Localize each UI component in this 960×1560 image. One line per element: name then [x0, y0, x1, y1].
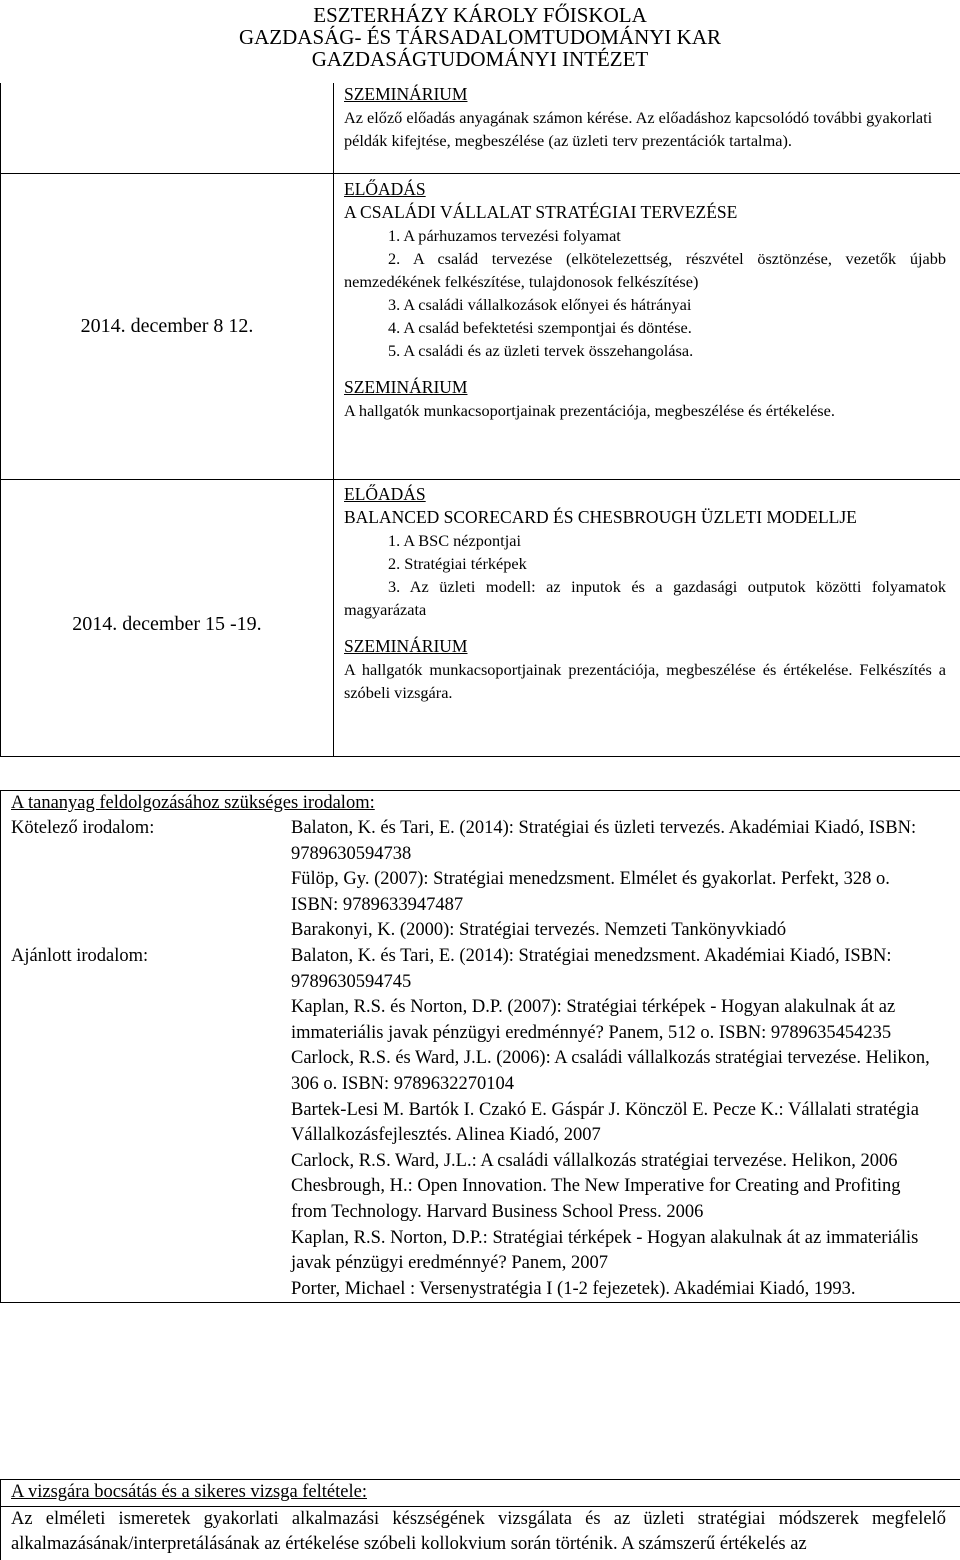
schedule-content [334, 174, 960, 479]
lecture-heading: ELŐADÁS [344, 484, 426, 504]
schedule-content [334, 480, 960, 756]
faculty-name: GAZDASÁG- ÉS TÁRSADALOMTUDOMÁNYI KAR [238, 25, 722, 49]
list-item: Carlock, R.S. és Ward, J.L. (2006): A családi vállalkozás stratégiai tervezése. Helikon, 306 o. ISBN: 9789632270104 [291, 1048, 930, 1094]
recommended-literature [1, 944, 960, 1302]
list-item: Kaplan, R.S. Norton, D.P.: Stratégiai térképek - Hogyan alakulnak át az immateriális javak pénzügyi eredménnyé? Panem, 2007 [291, 1227, 919, 1274]
schedule-content [334, 83, 960, 173]
list-item: 3. A családi vállalkozások előnyei és hátrányai [388, 295, 692, 314]
list-item: Balaton, K. és Tari, E. (2014): Stratégiai és üzleti tervezés. Akadémiai Kiadó, ISBN: 9789630594738 [291, 818, 917, 864]
exam-text: Az elméleti ismeretek gyakorlati alkalmazási készségének vizsgálata és az üzleti stratégiai módszerek megfelelő alkalmazásának/interpretálásának az értékelése szóbeli kollokvium során történik. A számszerű értékelés az [11, 1508, 946, 1555]
list-item: Porter, Michael : Versenystratégia I (1-2 fejezetek). Akadémiai Kiadó, 1993. [291, 1278, 856, 1299]
list-item: 5. A családi és az üzleti tervek összehangolása. [388, 341, 694, 360]
exam-section [0, 1479, 960, 1560]
seminar-text: A hallgatók munkacsoportjainak prezentációja, megbeszélése és értékelése. [344, 401, 835, 420]
schedule-row [1, 173, 960, 479]
list-item: Bartek-Lesi M. Bartók I. Czakó E. Gáspár J. Könczöl E. Pecze K.: Vállalati stratégia Vállalkozásfejlesztés. Alinea Kiadó, 2007 [291, 1099, 919, 1146]
seminar-text: A hallgatók munkacsoportjainak prezentációja, megbeszélése és értékelése. Felkészítés a szóbeli vizsgára. [344, 660, 946, 702]
list-item: Carlock, R.S. Ward, J.L.: A családi vállalkozás stratégiai tervezése. Helikon, 2006 [291, 1150, 898, 1171]
literature-title: A tananyag feldolgozásához szükséges irodalom: [11, 793, 375, 813]
list-item: Fülöp, Gy. (2007): Stratégiai menedzsment. Elmélet és gyakorlat. Perfekt, 328 o. ISBN: 9789633947487 [291, 869, 890, 915]
literature-section [0, 790, 960, 1303]
list-item: Barakonyi, K. (2000): Stratégiai tervezés. Nemzeti Tankönyvkiadó [291, 920, 787, 941]
list-item: 2. A család tervezése (elkötelezettség, részvétel ösztönzése, vezetők újabb nemzedékének felkészítése, tulajdonosok felkészítése) [344, 249, 946, 291]
schedule-date: 2014. december 15 -19. [1, 480, 334, 756]
schedule-table [0, 83, 960, 757]
mandatory-literature [1, 816, 960, 944]
schedule-date [1, 83, 334, 173]
seminar-heading: SZEMINÁRIUM [344, 84, 468, 104]
lecture-title: BALANCED SCORECARD ÉS CHESBROUGH ÜZLETI MODELLJE [344, 507, 857, 527]
recommended-label: Ajánlott irodalom: [11, 945, 149, 966]
schedule-date: 2014. december 8 12. [1, 174, 334, 479]
seminar-heading: SZEMINÁRIUM [344, 377, 468, 397]
list-item: 1. A BSC nézpontjai [388, 531, 521, 550]
seminar-text: Az előző előadás anyagának számon kérése. Az előadáshoz kapcsolódó további gyakorlati példák kifejtése, megbeszélése (az üzleti terv prezentációk tartalma). [344, 108, 933, 150]
schedule-row [1, 479, 960, 756]
list-item: Kaplan, R.S. és Norton, D.P. (2007): Stratégiai térképek - Hogyan alakulnak át az immateriális javak pénzügyi eredménnyé? Panem, 512 o. ISBN: 9789635454235 [291, 997, 896, 1043]
list-item: 2. Stratégiai térképek [388, 554, 527, 573]
list-item: Chesbrough, H.: Open Innovation. The New Imperative for Creating and Profiting from Technology. Harvard Business School Press. 2006 [291, 1176, 901, 1222]
list-item: 1. A párhuzamos tervezési folyamat [388, 226, 621, 245]
list-item: 4. A család befektetési szempontjai és döntése. [388, 318, 692, 337]
lecture-heading: ELŐADÁS [344, 179, 426, 199]
schedule-row [1, 83, 960, 173]
mandatory-label: Kötelező irodalom: [11, 818, 155, 838]
institute-name: GAZDASÁGTUDOMÁNYI INTÉZET [311, 47, 649, 71]
institution-name: ESZTERHÁZY KÁROLY FŐISKOLA [313, 3, 647, 27]
document-header [0, 0, 960, 70]
list-item: Balaton, K. és Tari, E. (2014): Stratégiai menedzsment. Akadémiai Kiadó, ISBN: 9789630594745 [291, 945, 892, 992]
list-item: 3. Az üzleti modell: az inputok és a gazdasági outputok közötti folyamatok magyarázata [344, 577, 946, 619]
seminar-heading: SZEMINÁRIUM [344, 636, 468, 656]
lecture-title: A CSALÁDI VÁLLALAT STRATÉGIAI TERVEZÉSE [344, 202, 738, 222]
exam-title: A vizsgára bocsátás és a sikeres vizsga feltétele: [1, 1480, 960, 1507]
